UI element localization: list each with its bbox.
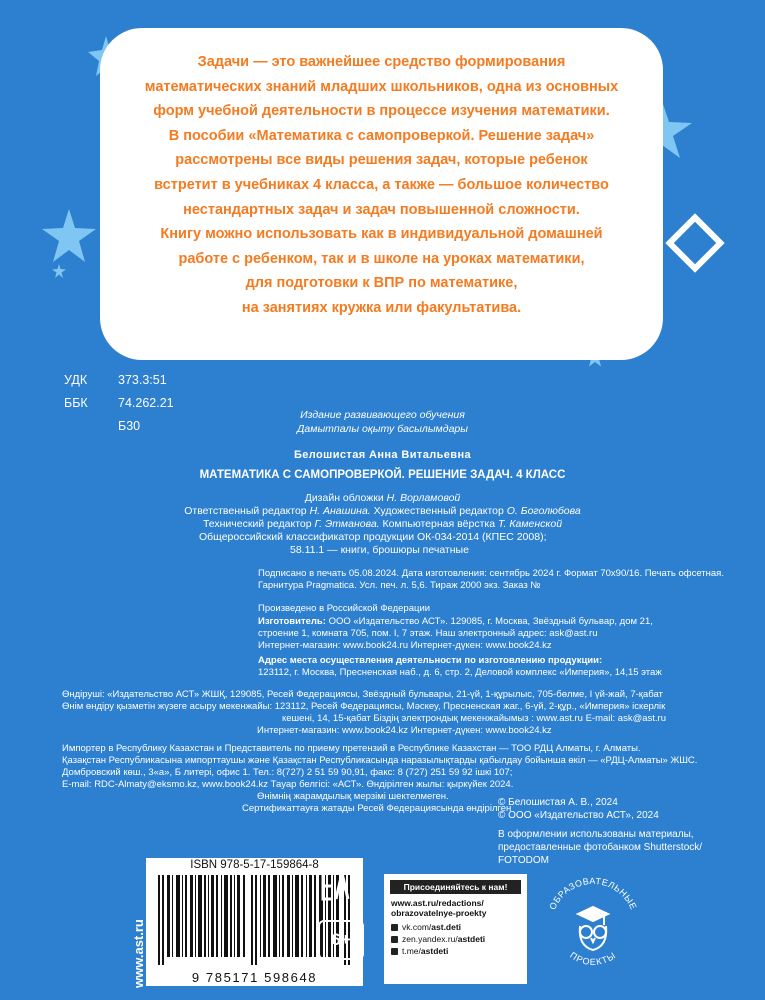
- staff-line-1: [0, 505, 765, 518]
- eac-mark-icon: [320, 870, 362, 902]
- manufacturer-line: Интернет-магазин: www.book24.ru Интернет-дүкен: www.book24.kz: [258, 640, 552, 651]
- manufacturer-text: ООО «Издательство АСТ». 129085, г. Москва, Звёздный бульвар, дом 21,: [328, 616, 653, 627]
- annotation-line: Задачи — это важнейшее средство формирования: [197, 54, 566, 70]
- copyright-line: © ООО «Издательство АСТ», 2024: [498, 810, 659, 821]
- telegram-icon: [391, 948, 398, 955]
- social-header: Присоединяйтесь к нам!: [390, 880, 521, 894]
- educational-projects-badge: [530, 862, 656, 988]
- staff-person: Т. Каменской: [498, 518, 563, 530]
- copyright-line: предоставленные фотобанком Shutterstock/: [498, 842, 703, 853]
- classifier-line: Общероссийский классификатор продукции ОК-034-2014 (КПЕС 2008);: [199, 531, 547, 543]
- annotation-line: рассмотрены все виды решения задач, которые ребенок: [175, 152, 588, 169]
- svg-text:ПРОЕКТЫ: [568, 950, 618, 967]
- owl-graduate-icon: [578, 907, 608, 950]
- vk-icon: [391, 924, 398, 931]
- annotation-line: работе с ребенком, так и в школе на уроках математики,: [178, 250, 585, 267]
- site-link[interactable]: obrazovatelnye-proekty: [391, 908, 487, 918]
- staff-role: Художественный редактор: [373, 505, 504, 517]
- print-info: Гарнитура Pragmatica. Усл. печ. л. 5,6. Тираж 2000 экз. Заказ №: [258, 580, 541, 591]
- book-title: МАТЕМАТИКА С САМОПРОВЕРКОЙ. РЕШЕНИЕ ЗАДАЧ. 4 КЛАСС: [199, 469, 566, 481]
- annotation-line: на занятиях кружка или факультатива.: [241, 299, 522, 316]
- barcode-digits: 9 785171 598648: [191, 970, 318, 985]
- copyright-line: © Белошистая А. В., 2024: [498, 797, 618, 808]
- telegram-link[interactable]: [384, 946, 527, 957]
- annotation-line: Книгу можно использовать как в индивидуальной домашней: [160, 226, 603, 243]
- address-label: Адрес места осуществления деятельности по изготовлению продукции:: [258, 655, 603, 666]
- annotation-line: математических знаний младших школьников, одна из основных: [144, 78, 619, 95]
- edition-kz: Дамытпалы оқыту басылымдары: [297, 423, 468, 435]
- manufacturer-label: Изготовитель:: [258, 616, 326, 627]
- staff-line-2: [0, 518, 765, 531]
- kz-line: кешені, 14, 15-қабат Біздің электрондық мекенжайымыз : www.ast.ru E-mail: ask@ast.ru: [282, 713, 666, 724]
- isbn: ISBN 978-5-17-159864-8: [190, 859, 319, 871]
- annotation-box: [100, 28, 663, 360]
- importer-line: Қазақстан Республикасына импорттаушы және Қазақстан Республикасында наразылықтарды қабылдау бойынша өкіл — «РДЦ-Алматы» ЖШС.: [62, 755, 698, 766]
- manufacturer-line: строение 1, комната 705, пом. I, 7 этаж. Наш электронный адрес: ask@ast.ru: [258, 628, 598, 639]
- annotation-text: [122, 50, 641, 321]
- annotation-line: для подготовки к ВПР по математике,: [245, 275, 518, 292]
- vk-link[interactable]: [384, 922, 527, 933]
- star-icon: [52, 264, 66, 278]
- classifier-line: 58.11.1 — книги, брошюры печатные: [290, 544, 469, 556]
- social-block: [384, 874, 527, 984]
- cover-label: Дизайн обложки: [304, 492, 384, 504]
- badge-text-top: ОБРАЗОВАТЕЛЬНЫЕ: [547, 875, 639, 912]
- cover-designer: Н. Ворламовой: [386, 492, 461, 504]
- diamond-outline-icon: [660, 208, 730, 278]
- vk-prefix: vk.com/: [402, 922, 432, 932]
- staff-person: О. Боголюбова: [506, 505, 581, 517]
- staff-role: Технический редактор: [202, 518, 312, 530]
- kz-line: Интернет-магазин: www.book24.kz Интернет-дүкен: www.book24.kz: [257, 725, 552, 736]
- badge-text-bottom: ПРОЕКТЫ: [568, 949, 618, 968]
- vk-name: ast.deti: [431, 922, 462, 932]
- importer-line: Өнімнің жарамдылық мерзімі шектелмеген.: [257, 791, 449, 802]
- age-rating-badge: 6+: [318, 920, 364, 960]
- udk-value: 373.3:51: [118, 373, 167, 387]
- udk-label: УДК: [64, 373, 88, 387]
- staff-person: Н. Анашина.: [309, 505, 371, 517]
- kz-line: Өндіруші: «Издательство АСТ» ЖШҚ, 129085, Ресей Федерациясы, Звёздный бульвары, 21-үй, 1-құрылыс, 705-бөлме, I үй-жай, 7-қабат: [62, 689, 663, 700]
- side-url: www.ast.ru: [131, 919, 146, 988]
- zen-prefix: zen.yandex.ru/: [402, 934, 458, 944]
- edition-ru: Издание развивающего обучения: [300, 409, 465, 421]
- staff-role: Компьютерная вёрстка: [382, 518, 496, 530]
- staff-role: Ответственный редактор: [184, 505, 307, 517]
- copyright-line: FOTODOM: [498, 855, 549, 866]
- annotation-line: форм учебной деятельности в процессе изучения математики.: [153, 103, 610, 120]
- importer-line: Импортер в Республику Казахстан и Представитель по приему претензий в Республике Казахстан — ТОО РДЦ Алматы, г. Алматы.: [62, 743, 641, 754]
- importer-line: E-mail: RDC-Almaty@eksmo.kz, www.book24.kz Тауар белгісі: «АСТ». Өндірілген жылы: қыркүйек 2024.: [62, 779, 514, 790]
- annotation-line: встретит в учебниках 4 класса, а также — большое количество: [154, 176, 609, 193]
- author-code: Б30: [118, 419, 141, 433]
- print-info: Подписано в печать 05.08.2024. Дата изготовления: сентябрь 2024 г. Формат 70x90/16. Печать офсетная.: [258, 568, 724, 579]
- staff-person: Г. Этманова.: [314, 518, 380, 530]
- importer-line: Домбровский көш., 3«а», Б литері, офис 1. Тел.: 8(727) 2 51 59 90,91, факс: 8 (727) 251 59 92 ішкі 107;: [62, 767, 513, 778]
- bbk-value: 74.262.21: [118, 396, 174, 410]
- zen-name: astdeti: [457, 934, 486, 944]
- author-name: Белошистая Анна Витальевна: [293, 449, 472, 461]
- kz-line: Өнім өндіру қызметін жүзеге асыру мекенжайы: 123112, Ресей Федерациясы, Мәскеу, Пресненская жаг., 6-үй, 2-құр., «Империя» іскерлік: [62, 701, 666, 712]
- annotation-line: В пособии «Математика с самопроверкой. Решение задач»: [168, 127, 595, 144]
- kz-block: [62, 689, 742, 737]
- bbk-label: ББК: [64, 396, 88, 410]
- zen-icon: [391, 936, 398, 943]
- zen-link[interactable]: [384, 934, 527, 945]
- site-link[interactable]: www.ast.ru/redactions/: [391, 898, 484, 908]
- tg-name: astdeti: [420, 946, 449, 956]
- copyright-block: [498, 796, 702, 867]
- importer-line: Сертификаттауға жатады Ресей Федерациясында өндірілген: [242, 803, 512, 814]
- produced-in: Произведено в Российской Федерации: [258, 603, 431, 614]
- tg-prefix: t.me/: [402, 946, 421, 956]
- address-line: 123112, г. Москва, Пресненская наб., д. 6, стр. 2, Деловой комплекс «Империя», 14,15 этаж: [258, 667, 662, 678]
- copyright-line: В оформлении использованы материалы,: [498, 829, 694, 840]
- annotation-line: нестандартных задач и задач повышенной сложности.: [183, 201, 580, 218]
- cover-design-line: [0, 492, 765, 505]
- star-icon: [38, 206, 100, 266]
